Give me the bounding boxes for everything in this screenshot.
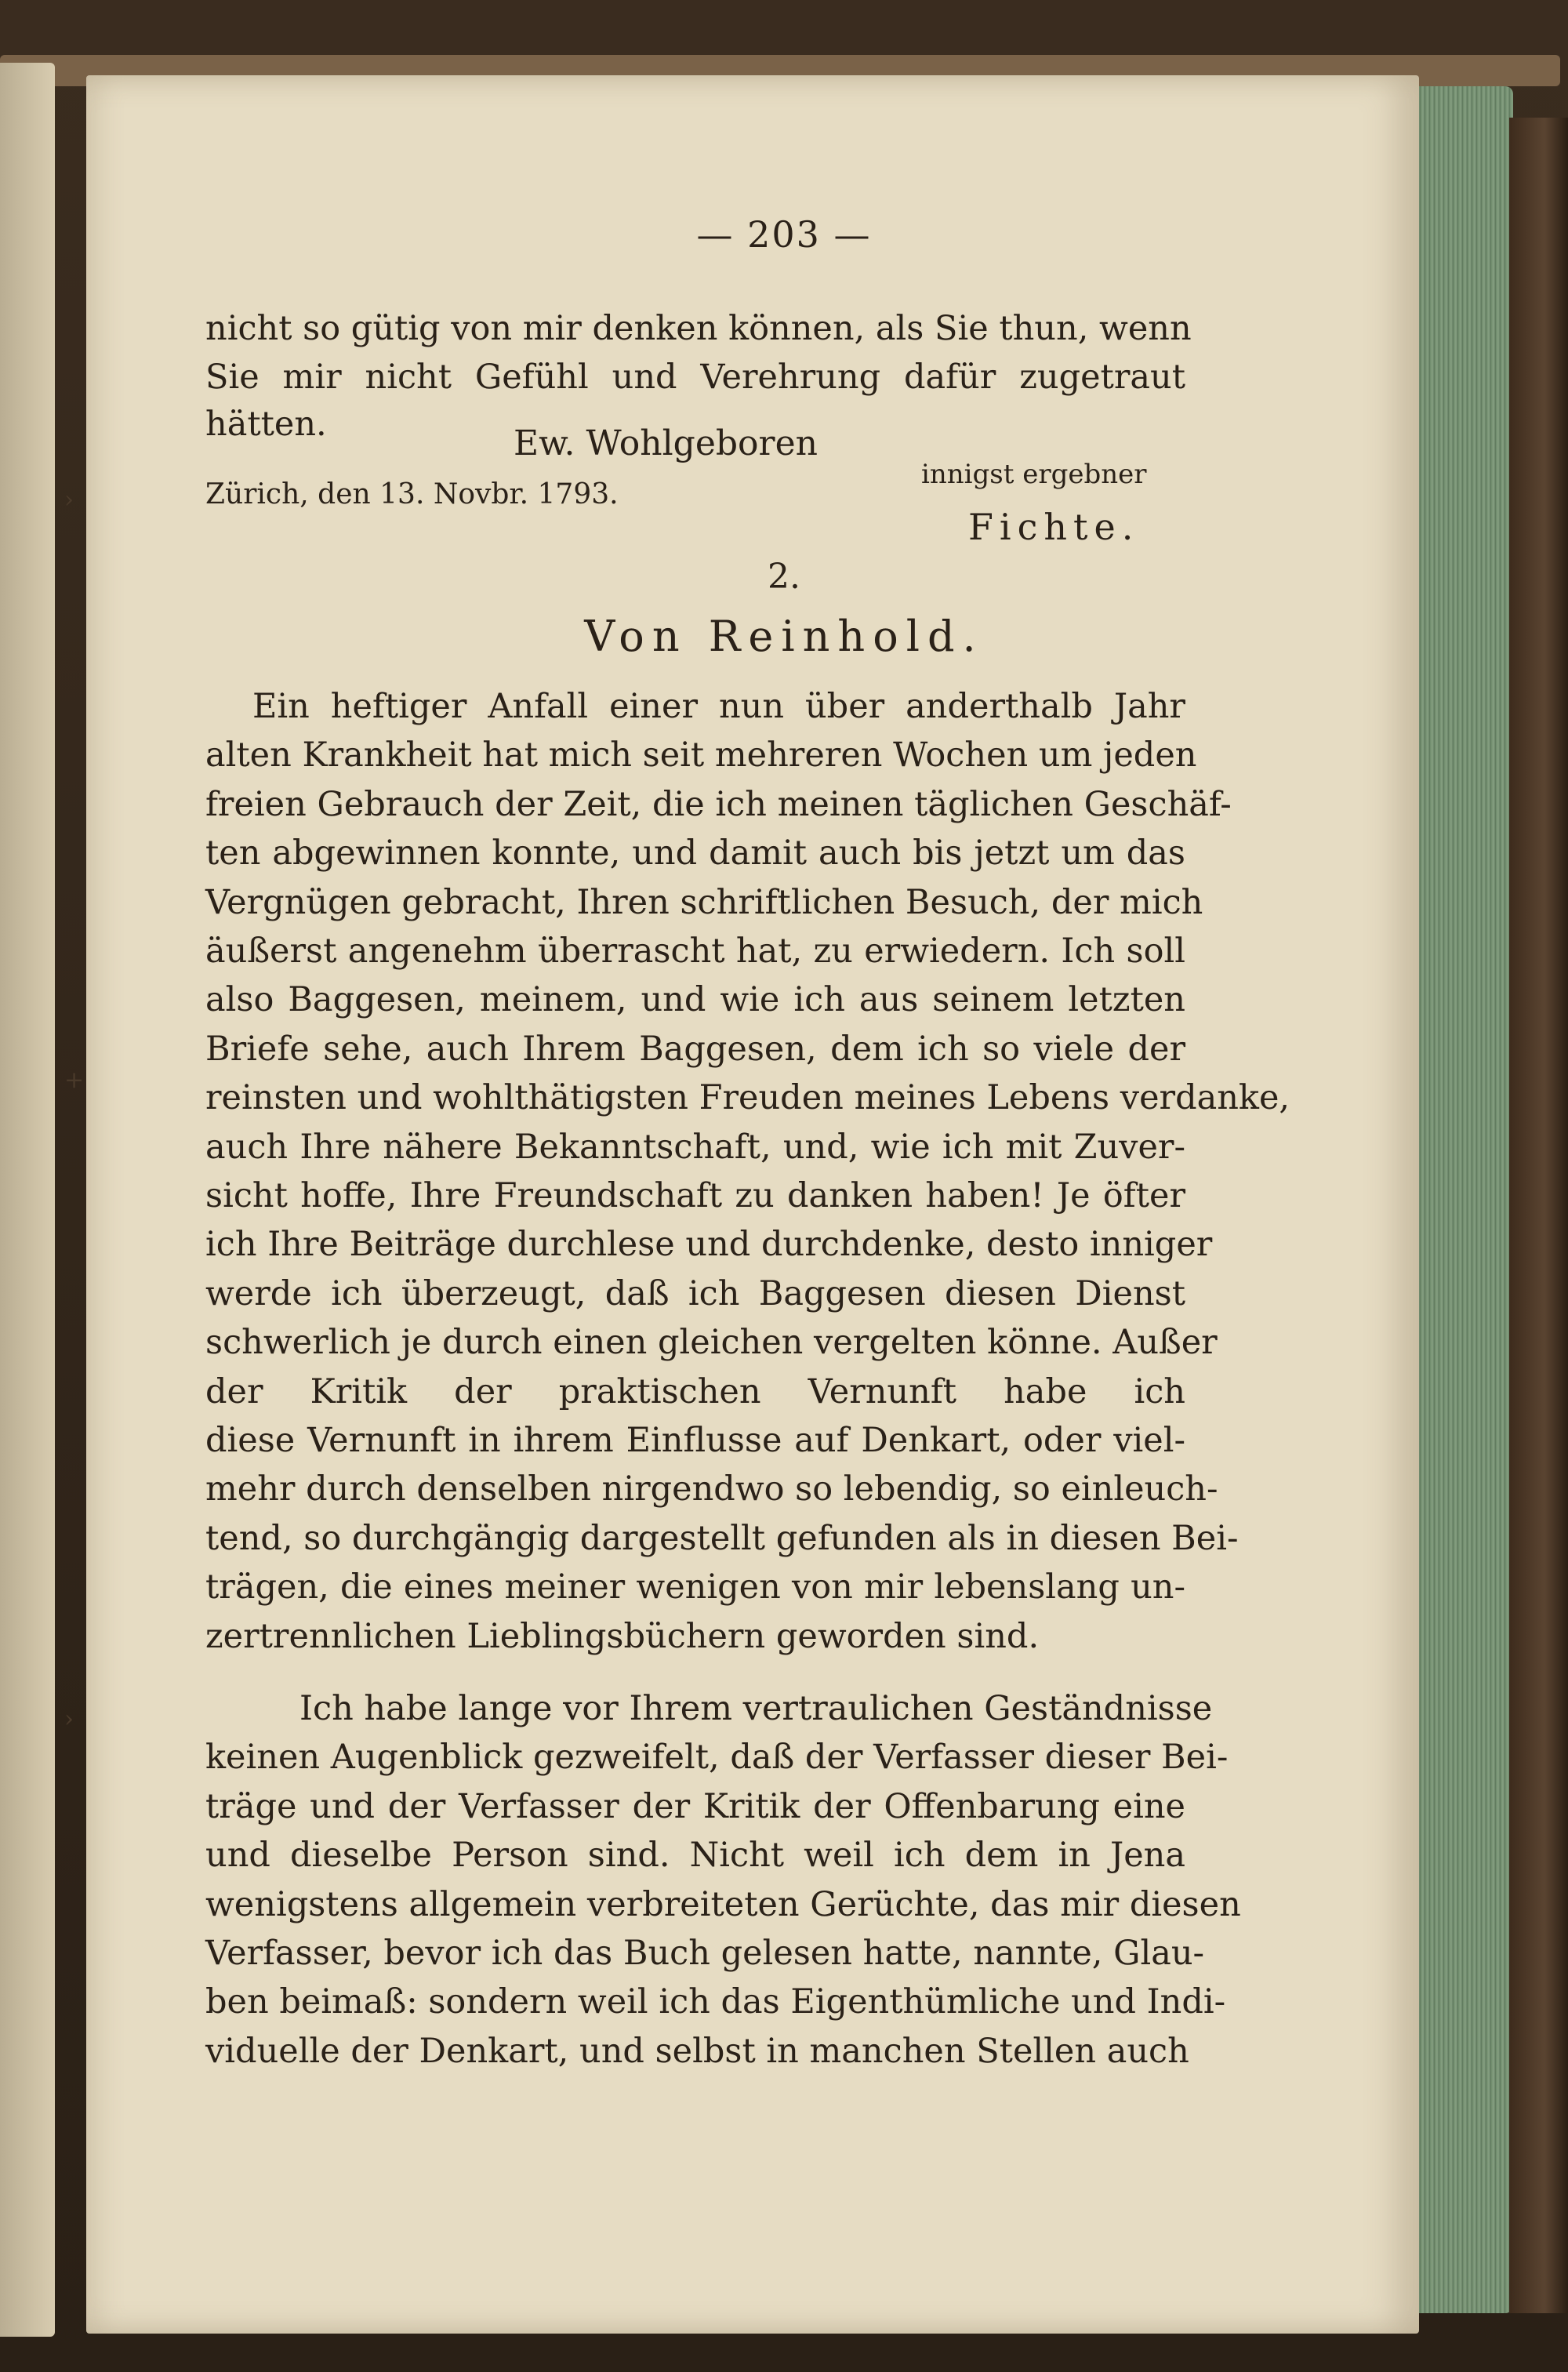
text-line: schwerlich je durch einen gleichen vergelten könne. Außer	[205, 1323, 1218, 1363]
text-line: alten Krankheit hat mich seit mehreren Wochen um jeden	[205, 736, 1197, 776]
date-place: Zürich, den 13. Novbr. 1793.	[205, 478, 619, 510]
text-line: tend, so durchgängig dargestellt gefunden als in diesen Bei-	[205, 1518, 1239, 1558]
text-line: Vergnügen gebracht, Ihren schriftlichen Besuch, der mich	[205, 882, 1203, 922]
text-line: wenigstens allgemein verbreiteten Gerüchte, das mir diesen	[205, 1884, 1241, 1924]
closing-phrase: innigst ergebner	[921, 459, 1147, 490]
text-line: Ein heftiger Anfall einer nun über anderthalb Jahr	[252, 687, 1185, 726]
closing-line: nicht so gütig von mir denken können, als Sie thun, wenn	[205, 309, 1192, 348]
closing-line: Sie mir nicht Gefühl und Verehrung dafür zugetraut	[205, 358, 1185, 397]
letter-heading: Von Reinhold.	[584, 612, 984, 661]
text-line: Briefe sehe, auch Ihrem Baggesen, dem ich so viele der	[205, 1029, 1185, 1069]
text-line: mehr durch denselben nirgendwo so lebendig, so einleuch-	[205, 1469, 1218, 1509]
margin-mark: ›	[64, 1705, 74, 1733]
text-line: auch Ihre nähere Bekanntschaft, und, wie ich mit Zuver-	[205, 1127, 1185, 1167]
text-line: der Kritik der praktischen Vernunft habe ich	[205, 1371, 1185, 1411]
letter-number: 2.	[768, 557, 800, 597]
salutation: Ew. Wohlgeboren	[514, 423, 818, 463]
text-line: ich Ihre Beiträge durchlese und durchdenke, desto inniger	[205, 1225, 1213, 1265]
text-line: keinen Augenblick gezweifelt, daß der Verfasser dieser Bei-	[205, 1738, 1229, 1778]
text-line: und dieselbe Person sind. Nicht weil ich dem in Jena	[205, 1836, 1185, 1876]
text-line: trägen, die eines meiner wenigen von mir lebenslang un-	[205, 1567, 1185, 1607]
text-line: äußerst angenehm überrascht hat, zu erwiedern. Ich soll	[205, 932, 1185, 971]
text-line: diese Vernunft in ihrem Einflusse auf Denkart, oder viel-	[205, 1421, 1185, 1460]
text-line: zertrennlichen Lieblingsbüchern geworden sind.	[205, 1616, 1040, 1656]
text-line: werde ich überzeugt, daß ich Baggesen diesen Dienst	[205, 1273, 1185, 1313]
text-line: ten abgewinnen konnte, und damit auch bis jetzt um das	[205, 834, 1185, 874]
text-line: freien Gebrauch der Zeit, die ich meinen täglichen Geschäf-	[205, 784, 1232, 824]
text-line: reinsten und wohlthätigsten Freuden meines Lebens verdanke,	[205, 1078, 1290, 1118]
text-line: träge und der Verfasser der Kritik der Offenbarung eine	[205, 1786, 1185, 1826]
text-line: Verfasser, bevor ich das Buch gelesen hatte, nannte, Glau-	[205, 1934, 1205, 1973]
signature: Fichte.	[968, 506, 1140, 548]
text-line: viduelle der Denkart, und selbst in manchen Stellen auch	[205, 2031, 1189, 2071]
text-line: ben beimaß: sondern weil ich das Eigenthümliche und Indi-	[205, 1982, 1226, 2022]
text-line: Ich habe lange vor Ihrem vertraulichen Geständnisse	[299, 1689, 1213, 1728]
text-line: sicht hoffe, Ihre Freundschaft zu danken haben! Je öfter	[205, 1176, 1185, 1215]
text-line: also Baggesen, meinem, und wie ich aus seinem letzten	[205, 980, 1185, 1020]
margin-mark: +	[64, 1066, 85, 1094]
closing-line: hätten.	[205, 405, 327, 444]
page-number: — 203 —	[696, 213, 872, 256]
margin-mark: ›	[64, 486, 74, 514]
